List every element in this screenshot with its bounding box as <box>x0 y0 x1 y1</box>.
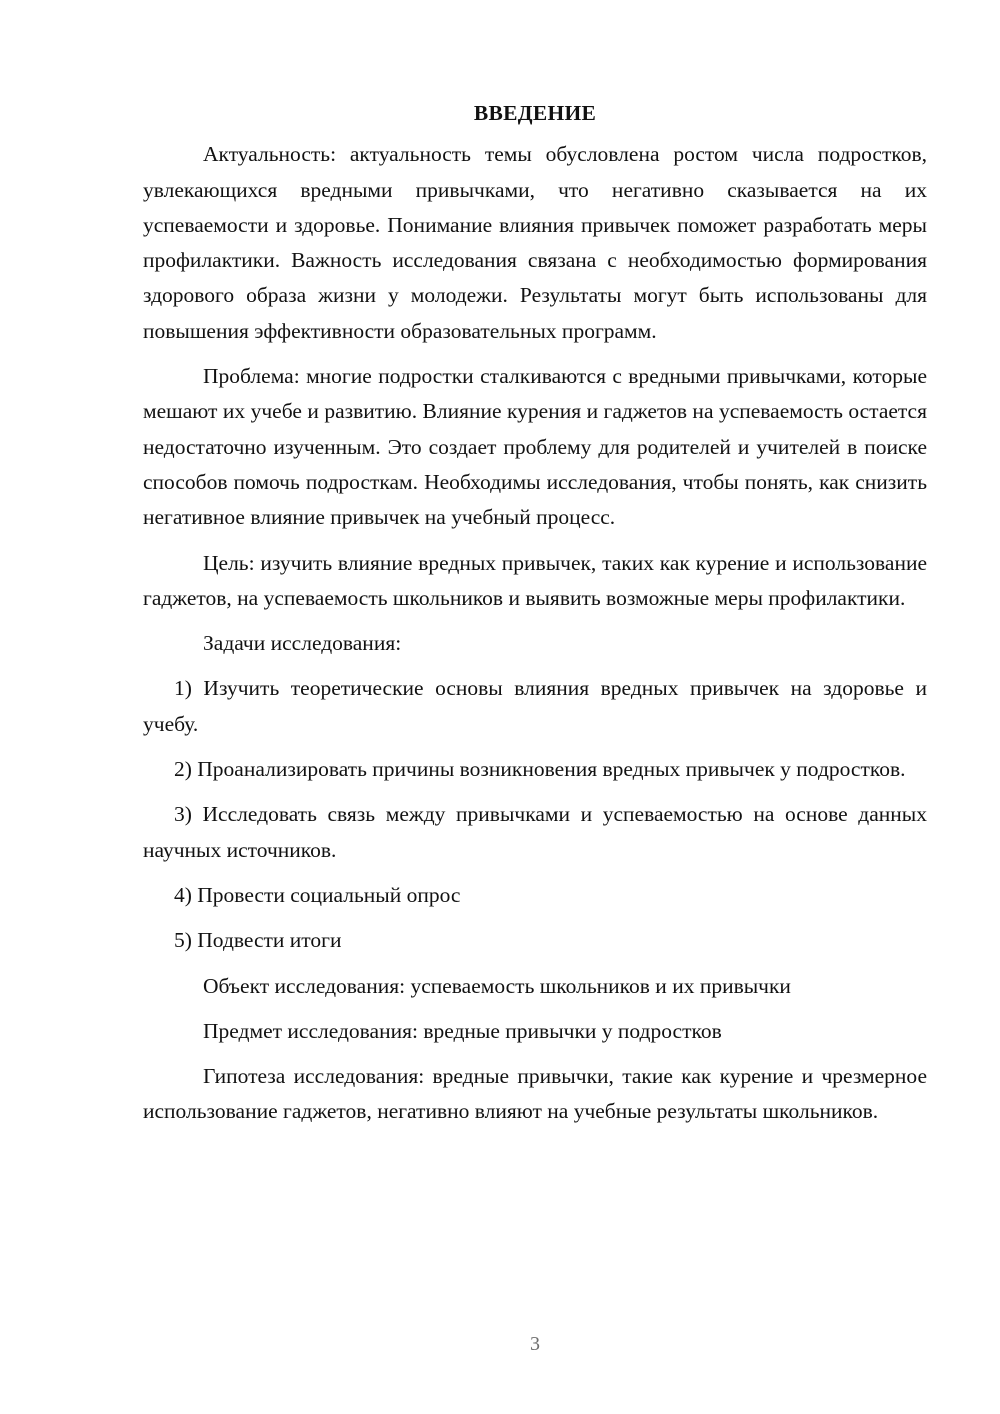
task-item-1: 1) Изучить теоретические основы влияния вредных привычек на здоровье и учебу. <box>143 676 927 736</box>
page-title: ВВЕДЕНИЕ <box>473 101 597 125</box>
relevance-paragraph: Актуальность: актуальность темы обусловлена ростом числа подростков, увлекающихся вредными привычками, что негативно сказывается на их успеваемости и здоровье. Понимание влияния привычек поможет разработать меры профилактики. Важность исследования связана с необходимостью формирования здорового образа жизни у молодежи. Результаты могут быть использованы для повышения эффективности образовательных программ. <box>143 142 927 343</box>
page-number: 3 <box>530 1333 540 1355</box>
problem-paragraph: Проблема: многие подростки сталкиваются с вредными привычками, которые мешают их учебе и развитию. Влияние курения и гаджетов на успеваемость остается недостаточно изученным. Это создает проблему для родителей и учителей в поиске способов помочь подросткам. Необходимы исследования, чтобы понять, как снизить негативное влияние привычек на учебный процесс. <box>143 364 927 530</box>
task-item-5: 5) Подвести итоги <box>174 928 342 953</box>
task-item-3: 3) Исследовать связь между привычками и успеваемостью на основе данных научных источников. <box>143 802 927 862</box>
goal-paragraph: Цель: изучить влияние вредных привычек, таких как курение и использование гаджетов, на успеваемость школьников и выявить возможные меры профилактики. <box>143 550 927 610</box>
document-page <box>143 96 927 1140</box>
task-item-4: 4) Провести социальный опрос <box>174 882 461 907</box>
tasks-heading: Задачи исследования: <box>203 631 402 656</box>
task-item-2: 2) Проанализировать причины возникновения вредных привычек у подростков. <box>174 757 906 782</box>
hypothesis-paragraph: Гипотеза исследования: вредные привычки, такие как курение и чрезмерное использование гаджетов, негативно влияют на учебные результаты школьников. <box>143 1064 927 1124</box>
subject-paragraph: Предмет исследования: вредные привычки у подростков <box>203 1018 722 1043</box>
object-paragraph: Объект исследования: успеваемость школьников и их привычки <box>203 973 791 998</box>
